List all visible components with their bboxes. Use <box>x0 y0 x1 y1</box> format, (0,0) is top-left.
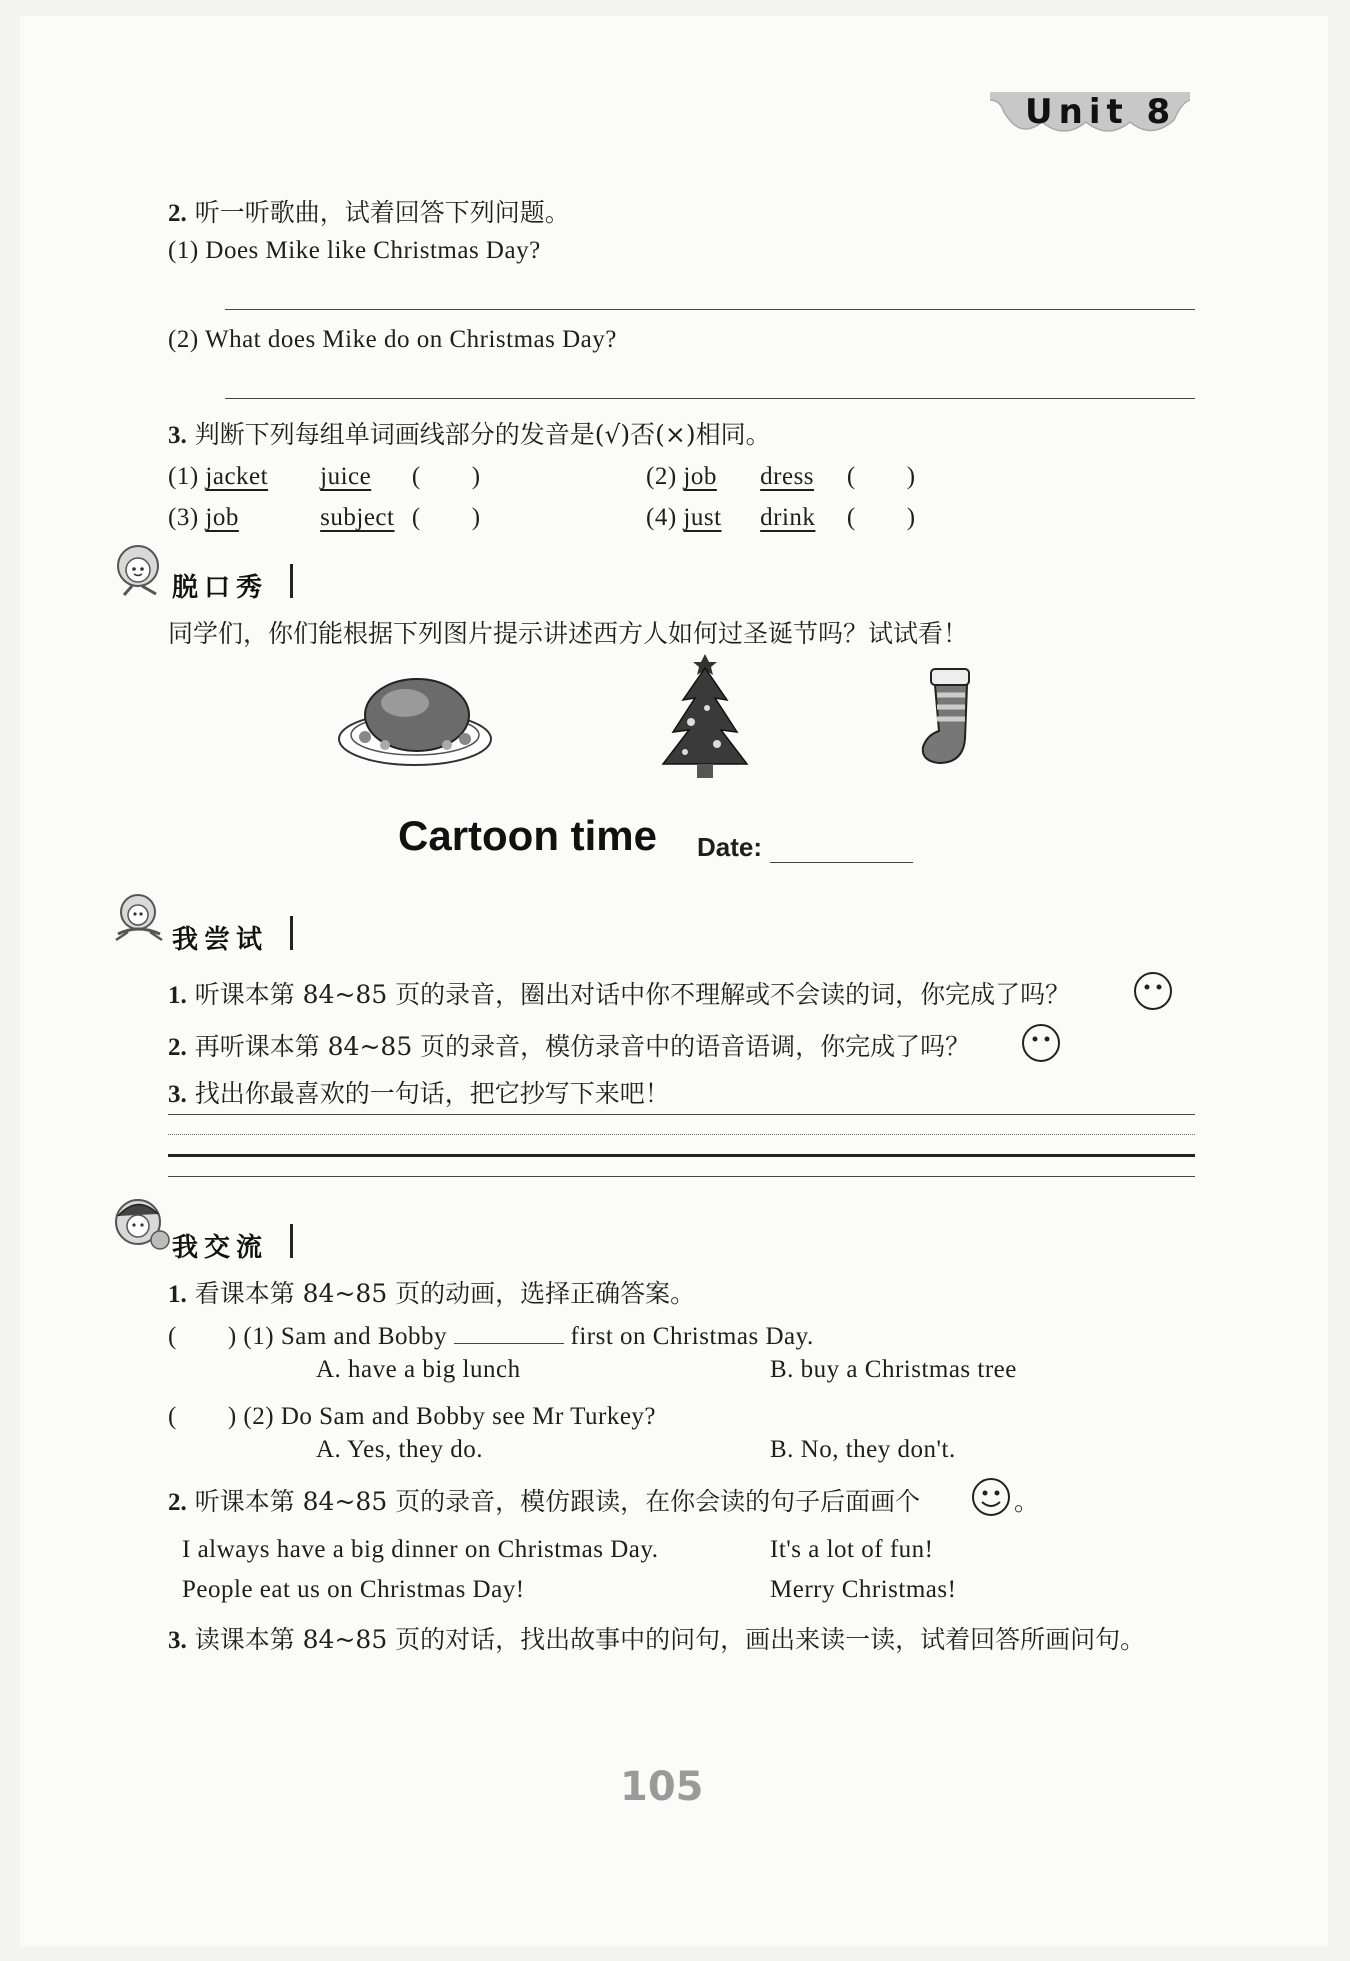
exchange-q1-item-2-label: (2) <box>243 1403 275 1430</box>
turkey-icon <box>335 665 495 770</box>
exchange-q1-item-2-stem: Do Sam and Bobby see Mr Turkey? <box>280 1403 657 1430</box>
try-item-2-number: 2. <box>168 1034 187 1061</box>
exchange-q1-item-1 <box>168 1316 814 1352</box>
exchange-q3 <box>168 1620 1145 1656</box>
exchange-title-bar <box>290 1224 293 1258</box>
exchange-q3-text: 读课本第 84~85 页的对话，找出故事中的问句，画出来读一读，试着回答所画问句。 <box>194 1625 1146 1654</box>
sentence-4[interactable]: Merry Christmas! <box>770 1576 957 1603</box>
talk-show-prompt: 同学们，你们能根据下列图片提示讲述西方人如何过圣诞节吗？试试看！ <box>168 619 969 648</box>
exchange-q1-item-1-option-a[interactable]: A. have a big lunch <box>316 1356 521 1383</box>
q3-pair-3-word-1: job <box>205 504 239 531</box>
try-item-3 <box>168 1074 670 1110</box>
q3-pair-3-word-2: subject <box>320 504 395 531</box>
exchange-q3-number: 3. <box>168 1627 187 1654</box>
q3-pair-2 <box>646 456 916 492</box>
mascot-santa-icon <box>108 1192 174 1258</box>
exchange-q1-item-2-option-b[interactable]: B. No, they don't. <box>770 1436 956 1463</box>
q2-number: 2. <box>168 200 187 227</box>
exchange-q1-heading <box>168 1274 695 1310</box>
q3-pair-4 <box>646 497 916 533</box>
exchange-q2-heading <box>168 1482 920 1518</box>
copy-line-dotted[interactable] <box>168 1134 1195 1135</box>
q3-pair-3 <box>168 497 481 533</box>
exchange-q1-item-1-paren[interactable]: ( ) <box>168 1323 237 1350</box>
exchange-q1-item-1-stem: Sam and Bobby <box>280 1323 448 1350</box>
sentence-2[interactable]: It's a lot of fun! <box>770 1536 934 1563</box>
q2-item-2 <box>168 326 617 354</box>
talk-show-title-bar <box>290 564 293 598</box>
q3-pair-2-word-1: job <box>683 463 717 490</box>
q3-title: 判断下列每组单词画线部分的发音是(√)否(×)相同。 <box>194 420 771 449</box>
try-item-2 <box>168 1027 970 1063</box>
q2-answer-line-1[interactable] <box>225 309 1195 310</box>
q3-pair-2-paren[interactable]: ( ) <box>846 463 916 490</box>
exchange-title: 我交流 <box>172 1233 269 1263</box>
copy-line-base[interactable] <box>168 1154 1195 1157</box>
exchange-q1-item-1-label: (1) <box>243 1323 275 1350</box>
q2-item-2-label: (2) <box>168 326 199 353</box>
talk-show-title: 脱口秀 <box>172 573 269 603</box>
try-item-1-number: 1. <box>168 982 187 1009</box>
q2-answer-line-2[interactable] <box>225 398 1195 399</box>
exchange-q1-item-1-blank[interactable] <box>454 1321 564 1344</box>
cartoon-time-title: Cartoon time <box>398 812 658 859</box>
smiley-icon[interactable] <box>1020 1022 1062 1064</box>
q2-item-1 <box>168 237 541 265</box>
exchange-q1-item-1-stem-end: first on Christmas Day. <box>570 1323 814 1350</box>
date-input-line[interactable] <box>770 862 913 863</box>
try-title: 我尝试 <box>172 925 269 955</box>
exchange-q1-number: 1. <box>168 1281 187 1308</box>
q3-number: 3. <box>168 422 187 449</box>
exchange-q1-title: 看课本第 84~85 页的动画，选择正确答案。 <box>194 1279 696 1308</box>
try-item-2-text: 再听课本第 84~85 页的录音，模仿录音中的语音语调，你完成了吗？ <box>194 1032 971 1061</box>
copy-line-bottom[interactable] <box>168 1176 1195 1177</box>
try-item-1 <box>168 975 1070 1011</box>
q2-item-2-text: What does Mike do on Christmas Day? <box>204 326 617 353</box>
stocking-icon <box>915 665 975 770</box>
q2-heading <box>168 193 570 229</box>
q3-pair-4-word-1: just <box>683 504 722 531</box>
try-item-3-number: 3. <box>168 1081 187 1108</box>
q3-pair-3-paren[interactable]: ( ) <box>411 504 481 531</box>
smiley-icon[interactable] <box>1132 970 1174 1012</box>
unit-title: Unit 8 <box>1025 92 1177 132</box>
q3-pair-4-paren[interactable]: ( ) <box>846 504 916 531</box>
christmas-tree-icon <box>655 652 755 780</box>
page-number: 105 <box>620 1764 704 1810</box>
q2-title: 听一听歌曲，试着回答下列问题。 <box>194 198 570 227</box>
try-title-bar <box>290 916 293 950</box>
sentence-3[interactable]: People eat us on Christmas Day! <box>182 1576 525 1603</box>
q3-pair-1-word-1: jacket <box>205 463 269 490</box>
q3-pair-4-label: (4) <box>646 504 677 531</box>
exchange-q1-item-2 <box>168 1396 656 1432</box>
try-item-1-text: 听课本第 84~85 页的录音，圈出对话中你不理解或不会读的词，你完成了吗？ <box>194 980 1071 1009</box>
exchange-q1-item-1-option-b[interactable]: B. buy a Christmas tree <box>770 1356 1017 1383</box>
q3-pair-4-word-2: drink <box>760 504 816 531</box>
mascot-boy-icon <box>108 888 170 948</box>
q3-pair-2-word-2: dress <box>760 463 815 490</box>
copy-line-top[interactable] <box>168 1114 1195 1115</box>
smiley-face-icon <box>970 1476 1012 1518</box>
q3-pair-1-label: (1) <box>168 463 199 490</box>
mascot-girl-icon <box>112 540 170 598</box>
q3-pair-1-paren[interactable]: ( ) <box>411 463 481 490</box>
q3-pair-2-label: (2) <box>646 463 677 490</box>
exchange-q2-number: 2. <box>168 1489 187 1516</box>
date-label: Date: <box>697 832 763 862</box>
sentence-1[interactable]: I always have a big dinner on Christmas Day. <box>182 1536 659 1563</box>
exchange-q2-title-end: 。 <box>1014 1487 1040 1516</box>
q3-heading <box>168 415 771 451</box>
exchange-q1-item-2-paren[interactable]: ( ) <box>168 1403 237 1430</box>
q3-pair-1 <box>168 456 481 492</box>
q3-pair-1-word-2: juice <box>320 463 372 490</box>
q2-item-1-label: (1) <box>168 237 199 264</box>
exchange-q2-title: 听课本第 84~85 页的录音，模仿跟读，在你会读的句子后面画个 <box>194 1487 921 1516</box>
exchange-q1-item-2-option-a[interactable]: A. Yes, they do. <box>316 1436 484 1463</box>
q2-item-1-text: Does Mike like Christmas Day? <box>205 237 541 264</box>
q3-pair-3-label: (3) <box>168 504 199 531</box>
try-item-3-text: 找出你最喜欢的一句话，把它抄写下来吧！ <box>194 1079 670 1108</box>
